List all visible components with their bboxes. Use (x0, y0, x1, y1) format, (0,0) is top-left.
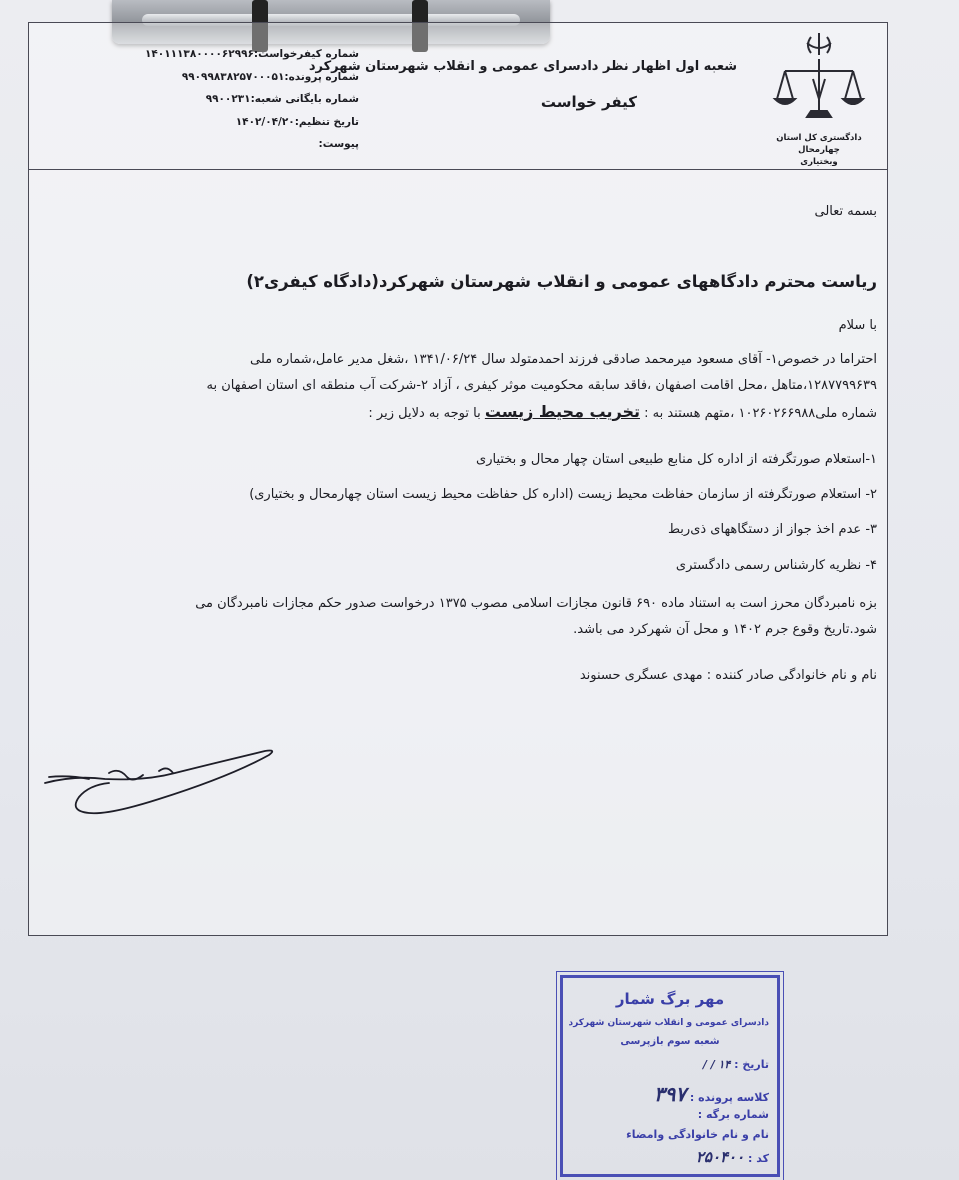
basmala: بسمه تعالی (814, 204, 877, 219)
paragraph-1-line-1: احتراما در خصوص۱- آقای مسعود میرمحمد صادقی فرزند احمدمتولد سال ۱۳۴۱/۰۶/۲۴ ،شغل مدیر عامل،شماره ملی (250, 352, 877, 367)
scales-of-justice-icon (771, 29, 867, 129)
stamp-sheet-row: شماره برگه : (697, 1108, 769, 1121)
stamp-class-row: کلاسه پرونده : ۳۹۷ (653, 1082, 769, 1106)
meta-attachment: پیوست: (318, 138, 359, 150)
issuer-name: مهدی عسگری حسنوند (579, 668, 703, 683)
paragraph-2-line-1: بزه نامبردگان محرز است به استناد ماده ۶۹۰ قانون مجازات اسلامی مصوب ۱۳۷۵ درخواست صدور حکم مجازات نامبردگان می (195, 596, 877, 611)
document-type: کیفر خواست (540, 93, 637, 111)
case-metadata (119, 43, 359, 156)
issuer-label: نام و نام خانوادگی صادر کننده : (706, 668, 877, 683)
emblem-caption-1: دادگستری کل استان چهارمحال (776, 133, 862, 155)
stamp-class-handwritten: ۳۹۷ (653, 1082, 687, 1106)
reason-2: ۲- استعلام صورتگرفته از سازمان حفاظت محیط زیست (اداره کل حفاظت محیط زیست استان چهارمحال و بختیاری) (249, 487, 877, 502)
meta-case-number: شماره پرونده:۹۹۰۹۹۸۳۸۲۵۷۰۰۰۵۱ (181, 70, 359, 83)
header-divider (29, 169, 887, 170)
issuer (39, 663, 877, 689)
indictment-document (28, 22, 888, 936)
reason-1: ۱-استعلام صورتگرفته از اداره کل منابع طبیعی استان چهار محال و بختیاری (476, 452, 877, 467)
paragraph-1-line-3: شماره ملی۱۰۲۶۰۲۶۶۹۸۸ ،متهم هستند به : تخریب محیط زیست با توجه به دلایل زیر : (368, 402, 877, 421)
stamp-name-row: نام و نام خانوادگی وامضاء (626, 1128, 769, 1141)
reason-3: ۳- عدم اخذ جواز از دستگاههای ذی‌ربط (667, 522, 877, 537)
registration-stamp (560, 975, 780, 1177)
stamp-title: مهر برگ شمار (615, 990, 725, 1008)
stamp-office: دادسرای عمومی و انقلاب شهرستان شهرکرد (568, 1018, 769, 1028)
meta-issue-date: تاریخ تنظیم:۱۴۰۲/۰۴/۲۰ (235, 115, 359, 128)
greeting: با سلام (838, 318, 877, 333)
court-name: شعبه اول اظهار نظر دادسرای عمومی و انقلاب شهرستان شهرکرد (308, 59, 737, 74)
judiciary-emblem (769, 29, 869, 169)
signature-icon (39, 733, 279, 843)
charge-highlight: تخریب محیط زیست (484, 402, 640, 421)
stamp-code-handwritten: ۲۵۰۴۰۰ (695, 1148, 745, 1166)
addressee: ریاست محترم دادگاههای عمومی و انقلاب شهرستان شهرکرد(دادگاه کیفری۲) (246, 272, 877, 291)
stamp-code-row: کد : ۲۵۰۴۰۰ (695, 1148, 769, 1166)
meta-archive-number: شماره بایگانی شعبه:۹۹۰۰۲۳۱ (205, 93, 359, 105)
paragraph-1-line-2: ۱۲۸۷۷۹۹۶۳۹،متاهل ،محل اقامت اصفهان ،فاقد سابقه محکومیت موثر کیفری ، آزاد ۲-شرکت آب منطقه ای استان اصفهان به (206, 378, 877, 393)
stamp-branch: شعبه سوم بازپرسی (620, 1036, 720, 1047)
handwritten-signature (39, 733, 279, 847)
paragraph-2-line-2: شود.تاریخ وقوع جرم ۱۴۰۲ و محل آن شهرکرد می باشد. (573, 622, 877, 637)
stamp-date-handwritten: ۱۴ / / (702, 1058, 731, 1071)
reason-4: ۴- نظریه کارشناس رسمی دادگستری (675, 558, 877, 573)
stamp-date-row: تاریخ : ۱۴ / / (702, 1058, 769, 1071)
emblem-caption-2: وبختیاری (800, 156, 838, 167)
meta-indictment-number: شماره کیفرخواست:۱۴۰۱۱۱۳۸۰۰۰۰۶۲۹۹۶ (144, 48, 359, 60)
